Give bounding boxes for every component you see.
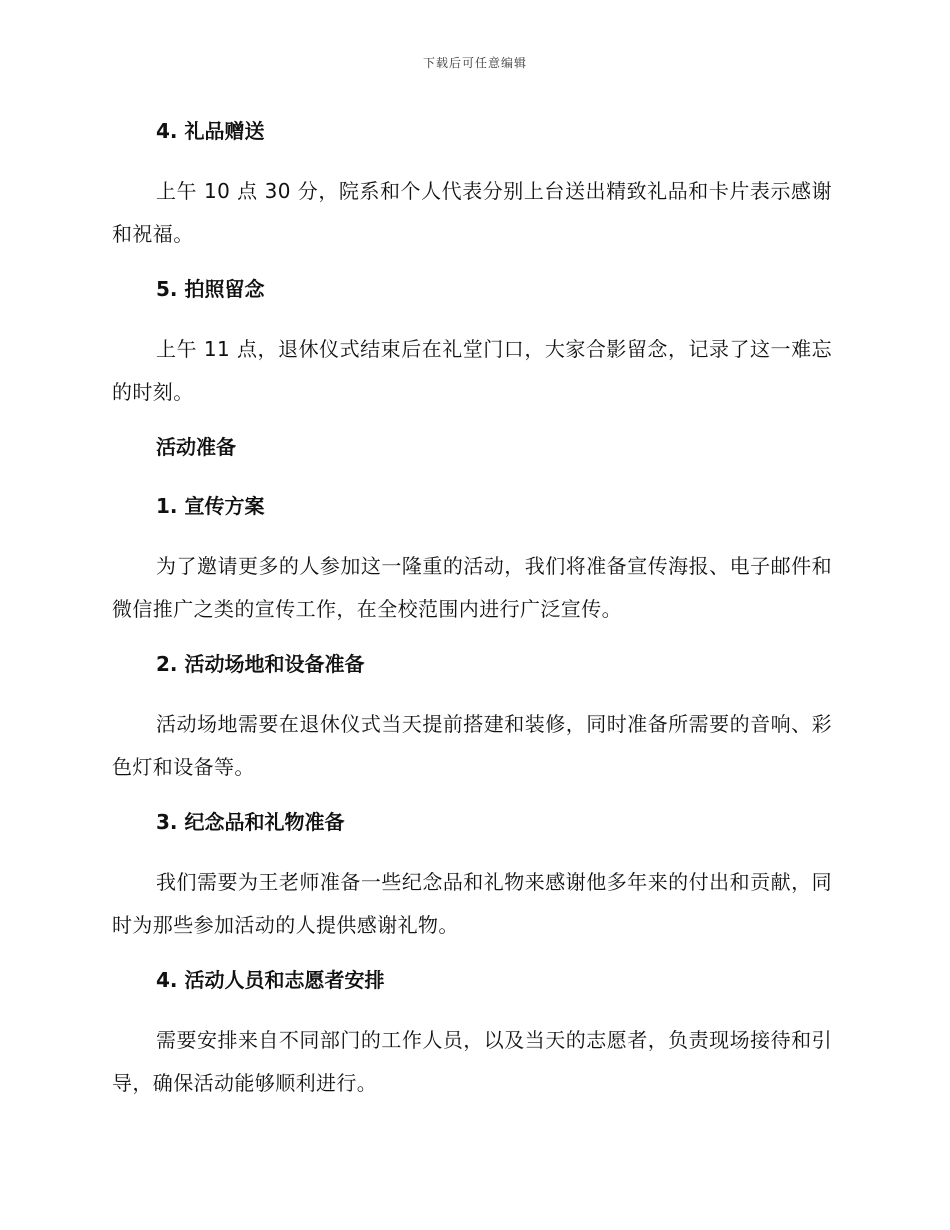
paragraph-staff-volunteers: 需要安排来自不同部门的工作人员，以及当天的志愿者，负责现场接待和引导，确保活动能够顺利进行。 — [112, 1028, 832, 1095]
paragraph-souvenirs-gifts: 我们需要为王老师准备一些纪念品和礼物来感谢他多年来的付出和贡献，同时为那些参加活动的人提供感谢礼物。 — [112, 870, 832, 937]
heading-gift-giving: 4. 礼品赠送 — [156, 119, 265, 143]
heading-activity-preparation: 活动准备 — [156, 435, 236, 459]
heading-staff-volunteers: 4. 活动人员和志愿者安排 — [156, 968, 385, 992]
heading-publicity: 1. 宣传方案 — [156, 494, 265, 518]
heading-photo: 5. 拍照留念 — [156, 277, 265, 301]
paragraph-gift-giving: 上午 10 点 30 分，院系和个人代表分别上台送出精致礼品和卡片表示感谢和祝福。 — [112, 179, 832, 246]
paragraph-photo: 上午 11 点，退休仪式结束后在礼堂门口，大家合影留念，记录了这一难忘的时刻。 — [112, 337, 832, 404]
heading-souvenirs-gifts: 3. 纪念品和礼物准备 — [156, 810, 345, 834]
paragraph-venue-equipment: 活动场地需要在退休仪式当天提前搭建和装修，同时准备所需要的音响、彩色灯和设备等。 — [112, 712, 832, 779]
header-note: 下载后可任意编辑 — [422, 56, 527, 70]
document-body — [112, 111, 832, 1118]
paragraph-publicity: 为了邀请更多的人参加这一隆重的活动，我们将准备宣传海报、电子邮件和微信推广之类的宣传工作，在全校范围内进行广泛宣传。 — [112, 554, 832, 621]
heading-venue-equipment: 2. 活动场地和设备准备 — [156, 652, 365, 676]
